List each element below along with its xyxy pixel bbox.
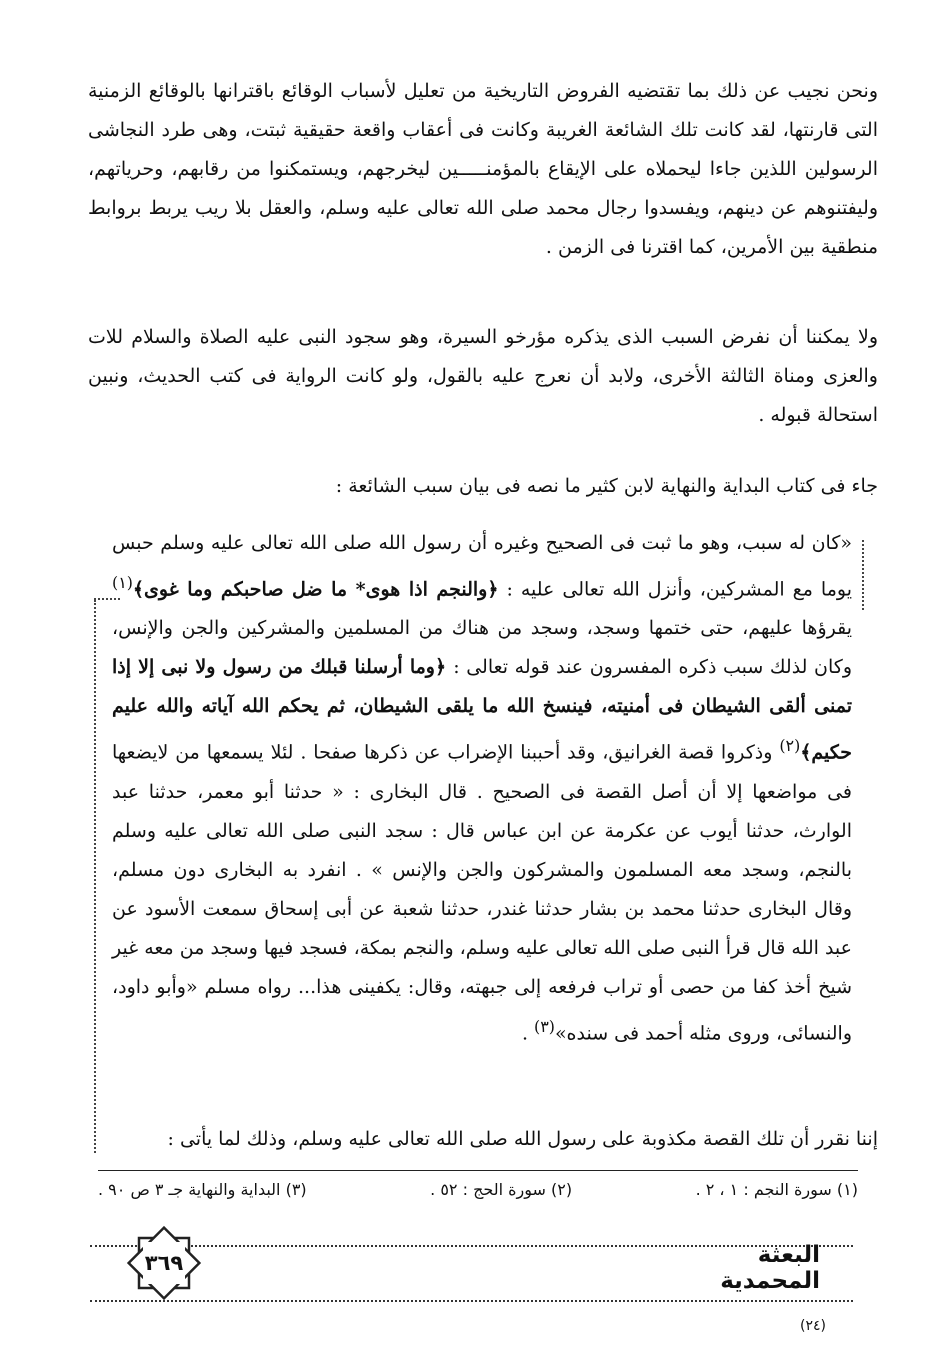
quran-verse-2: ﴿وما أرسلنا قبلك من رسول ولا نبى إلا إذا تمنى ألقى الشيطان فى أمنيته، فينسخ الله ما يلقى الشيطان، ثم يحكم الله آياته والله عليم حكيم﴾	[112, 656, 852, 764]
footnote-ref-1: (١)	[112, 573, 133, 592]
paragraph-2: ولا يمكننا أن نفرض السبب الذى يذكره مؤرخو السيرة، وهو سجود النبى عليه الصلاة والسلام للات والعزى ومناة الثالثة الأخرى، ولابد أن نعرج عليه بالقول، ولو كانت الرواية فى كتب الحديث، ونبين استحالة قبوله .	[88, 326, 878, 426]
scan-page-number: (٢٤)	[800, 1318, 826, 1334]
quote-frame-right	[862, 540, 864, 610]
paragraph-3: جاء فى كتاب البداية والنهاية لابن كثير ما نصه فى بيان سبب الشائعة :	[335, 475, 878, 497]
quote-end: .	[521, 1021, 535, 1044]
footnote-ref-3: (٣)	[534, 1016, 555, 1036]
quran-verse-1: ﴿والنجم اذا هوى* ما ضل صاحبكم وما غوى﴾	[132, 578, 499, 601]
footnote-1: (١) سورة النجم : ١ ، ٢ .	[695, 1180, 858, 1199]
quote-text-1: «كان له سبب، وهو ما ثبت فى الصحيح وغيره أن رسول الله صلى الله تعالى عليه وسلم حبس يوما مع المشركين، وأنزل الله تعالى عليه :	[112, 532, 852, 601]
paragraph-1: ونحن نجيب عن ذلك بما تقتضيه الفروض التاريخية من تعليل لأسباب الوقائع باقترانها بالوقائع الزمنية التى قارنتها، لقد كانت تلك الشائعة الغريبة وكانت فى أعقاب واقعة حقيقية ثبتت، وهى طرد النجاشى الرسولين اللذين جاءا ليحملاه على الإيقاع بالمؤمنـــــين ليخرجهم، ويستمكنوا من رقابهم، وحرياتهم، وليفتنوهم عن دينهم، ويفسدوا رجال محمد صلى الله تعالى عليه وسلم، والعقل بلا ريب يربط بروابط منطقية بين الأمرين، كما اقترنا فى الزمن .	[88, 80, 878, 258]
footer-bottom-rule	[90, 1300, 853, 1302]
footnote-divider	[98, 1170, 858, 1171]
quote-frame-left	[94, 600, 96, 1153]
quote-text-3: وذكروا قصة الغرانيق، وقد أحببنا الإضراب عن ذكرها صفحا . لئلا يسمعها من لايضعها فى مواضعها إلا أن أصل القصة فى الصحيح . قال البخارى : « حدثنا أبو معمر، حدثنا عبد الوارث، حدثنا أيوب عن عكرمة عن ابن عباس قال : سجد النبى صلى الله تعالى عليه وسلم بالنجم، وسجد معه المسلمون والمشركون والجن والإنس » . انفرد به البخارى دون مسلم، وقال البخارى حدثنا محمد بن بشار حدثنا غندر، حدثنا شعبة عن أبى إسحاق سمعت الأسود عن عبد الله قال قرأ النبى صلى الله تعالى عليه وسلم، والنجم بمكة، فسجد فيها وسجد من معه غير شيخ أخذ كفا من حصى أو تراب فرفعه إلى جبهته، وقال: يكفينى هذا... رواه مسلم «وأبو داود، والنسائى، وروى مثله أحمد فى سنده»	[112, 741, 852, 1044]
footnote-ref-2: (٢)	[779, 736, 801, 756]
book-title: البعثة المحمدية	[720, 1242, 820, 1294]
footnote-2: (٢) سورة الحج : ٥٢ .	[430, 1180, 573, 1199]
quotation-block	[112, 524, 852, 1053]
footnote-3: (٣) البداية والنهاية جـ ٣ ص ٩٠ .	[98, 1180, 307, 1199]
page-number: ٣٦٩	[144, 1251, 184, 1275]
closing-paragraph: إننا نقرر أن تلك القصة مكذوبة على رسول الله صلى الله تعالى عليه وسلم، وذلك لما يأتى :	[167, 1128, 878, 1150]
footnotes	[98, 1180, 858, 1199]
quote-text-2: يقرؤها عليهم، حتى ختمها وسجد، وسجد من هناك من المسلمين والمشركين والجن والإنس، وكان لذلك سبب ذكره المفسرون عند قوله تعالى :	[112, 617, 852, 679]
